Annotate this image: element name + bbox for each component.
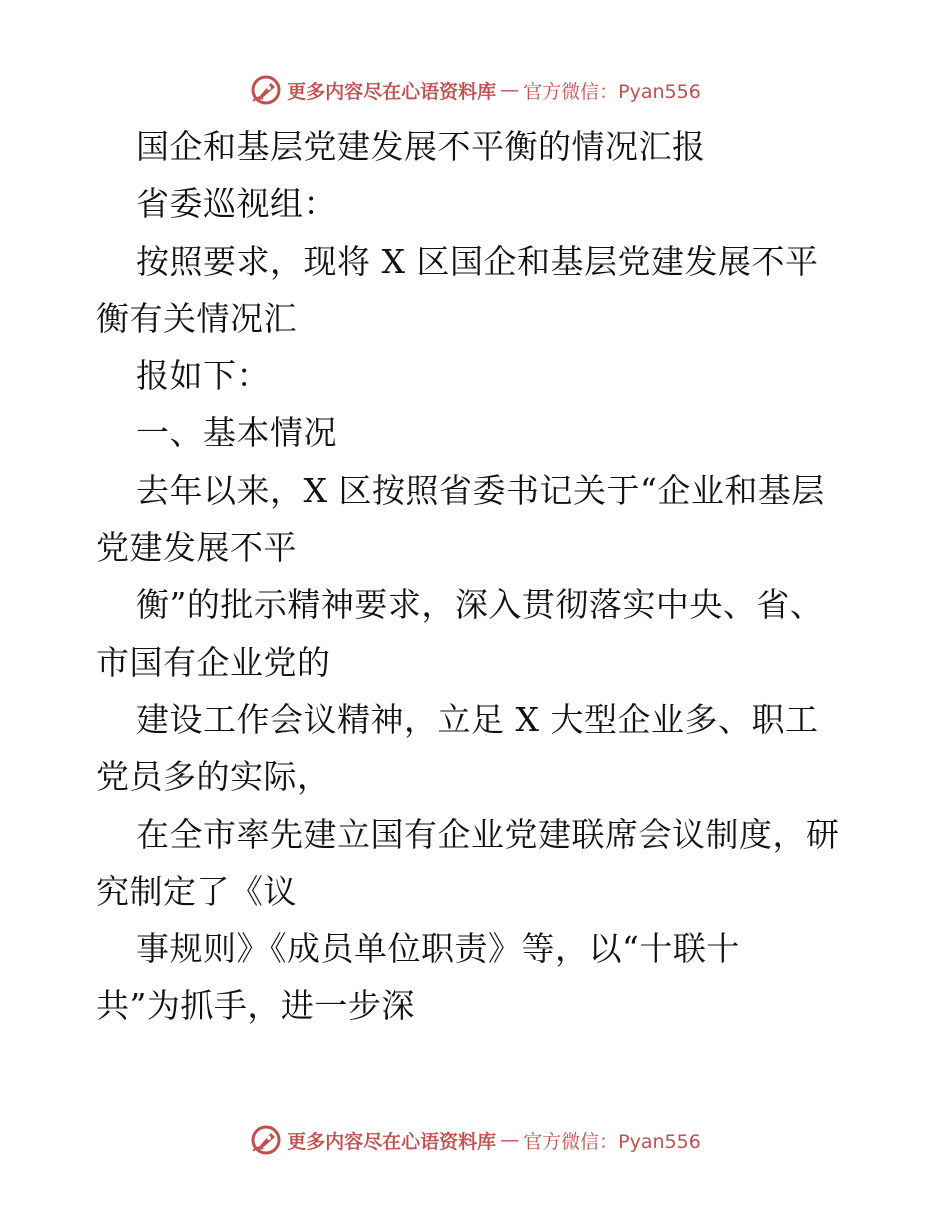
document-line: 去年以来，X 区按照省委书记关于“企业和基层 (136, 470, 825, 510)
footer-watermark (0, 1120, 950, 1160)
watermark-inner (249, 1123, 701, 1157)
watermark-dash: — (500, 79, 520, 101)
document-line: 共”为抓手，进一步深 (96, 986, 415, 1026)
section-heading: 一、基本情况 (136, 413, 337, 453)
watermark-text: 更多内容尽在心语资料库 (287, 80, 497, 103)
document-line: 衡有关情况汇 (96, 298, 297, 338)
document-title: 国企和基层党建发展不平衡的情况汇报 (136, 127, 706, 166)
document-line: 党建发展不平 (96, 528, 297, 568)
pen-nib-logo-icon (249, 1123, 283, 1157)
watermark-contact: 官方微信：Pyan556 (523, 80, 701, 103)
header-watermark (0, 70, 950, 110)
watermark-inner (249, 73, 701, 107)
document-line: 省委巡视组： (136, 184, 337, 224)
document-line: 党员多的实际， (96, 757, 331, 797)
watermark-text: 更多内容尽在心语资料库 (287, 1130, 497, 1153)
document-line: 衡”的批示精神要求，深入贯彻落实中央、省、 (136, 585, 824, 625)
document-line: 报如下： (136, 356, 270, 396)
document-line: 建设工作会议精神，立足 X 大型企业多、职工 (136, 699, 819, 739)
document-line: 事规则》《成员单位职责》等，以“十联十 (136, 929, 740, 969)
watermark-dash: — (500, 1129, 520, 1151)
watermark-contact: 官方微信：Pyan556 (523, 1130, 701, 1153)
document-line: 在全市率先建立国有企业党建联席会议制度，研 (136, 814, 840, 854)
document-line: 按照要求，现将 X 区国企和基层党建发展不平 (136, 241, 819, 281)
document-body (96, 118, 876, 1035)
document-line: 市国有企业党的 (96, 642, 331, 682)
pen-nib-logo-icon (249, 73, 283, 107)
document-line: 究制定了《议 (96, 871, 297, 911)
